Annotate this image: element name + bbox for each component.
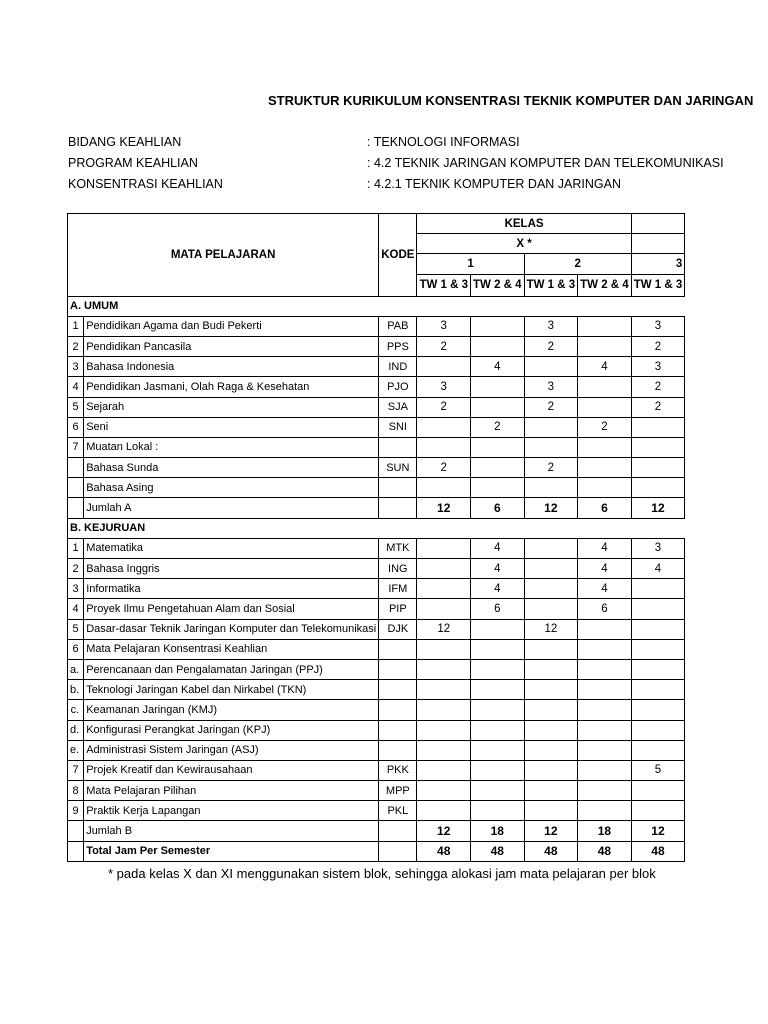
subject-code	[379, 740, 417, 760]
subject-name: Pendidikan Pancasila	[84, 336, 379, 356]
hours-cell	[417, 559, 471, 579]
table-row	[68, 377, 685, 397]
table-row	[68, 357, 685, 377]
subject-code	[379, 437, 417, 457]
meta-label: PROGRAM KEAHLIAN	[68, 156, 198, 170]
row-number: a.	[68, 659, 84, 679]
subject-code	[379, 478, 417, 498]
hours-cell	[631, 437, 685, 457]
hours-cell	[417, 579, 471, 599]
hours-cell: 2	[417, 458, 471, 478]
hours-cell: 2	[631, 336, 685, 356]
hours-cell	[524, 538, 578, 558]
subject-name: Informatika	[84, 579, 379, 599]
sum-cell: 6	[471, 498, 525, 518]
table-row	[68, 619, 685, 639]
hours-cell: 3	[631, 357, 685, 377]
hours-cell	[578, 680, 632, 700]
hours-cell	[471, 760, 525, 780]
subject-code: DJK	[379, 619, 417, 639]
hours-cell	[578, 720, 632, 740]
hours-cell: 2	[631, 397, 685, 417]
subject-code: PKK	[379, 760, 417, 780]
row-number: b.	[68, 680, 84, 700]
row-number: c.	[68, 700, 84, 720]
table-row	[68, 781, 685, 801]
hours-cell: 2	[524, 458, 578, 478]
hours-cell	[417, 801, 471, 821]
subject-code: MPP	[379, 781, 417, 801]
table-row	[68, 639, 685, 659]
table-row	[68, 316, 685, 336]
hours-cell	[578, 336, 632, 356]
hours-cell	[578, 700, 632, 720]
hours-cell	[417, 700, 471, 720]
hours-cell	[471, 700, 525, 720]
hours-cell: 2	[524, 397, 578, 417]
subject-name: Konfigurasi Perangkat Jaringan (KPJ)	[84, 720, 379, 740]
row-number: 5	[68, 397, 84, 417]
curriculum-table	[67, 213, 685, 862]
subject-name: Sejarah	[84, 397, 379, 417]
meta-konsentrasi	[68, 177, 621, 191]
subject-code: PJO	[379, 377, 417, 397]
table-row	[68, 720, 685, 740]
hours-cell	[631, 720, 685, 740]
hours-cell	[578, 478, 632, 498]
hours-cell	[417, 599, 471, 619]
meta-value: : TEKNOLOGI INFORMASI	[367, 135, 520, 149]
hours-cell	[631, 458, 685, 478]
table-row	[68, 801, 685, 821]
row-number: d.	[68, 720, 84, 740]
hours-cell: 3	[417, 377, 471, 397]
hours-cell	[578, 659, 632, 679]
row-number: 5	[68, 619, 84, 639]
hours-cell: 4	[578, 559, 632, 579]
table-row	[68, 700, 685, 720]
table-row	[68, 478, 685, 498]
sum-cell: 12	[524, 498, 578, 518]
header-semester-3: 3	[631, 254, 685, 274]
subject-code: IND	[379, 357, 417, 377]
row-number: 7	[68, 437, 84, 457]
hours-cell	[471, 659, 525, 679]
subject-code: PAB	[379, 316, 417, 336]
header-kode: KODE	[379, 214, 417, 297]
subject-code: ING	[379, 559, 417, 579]
hours-cell: 2	[471, 417, 525, 437]
sum-cell: 12	[417, 821, 471, 841]
row-number: 6	[68, 639, 84, 659]
row-number: 2	[68, 336, 84, 356]
hours-cell	[417, 639, 471, 659]
table-row	[68, 458, 685, 478]
hours-cell: 4	[578, 538, 632, 558]
row-number: 2	[68, 559, 84, 579]
document-title: STRUKTUR KURIKULUM KONSENTRASI TEKNIK KOMPUTER DAN JARINGAN	[268, 93, 754, 108]
row-number: e.	[68, 740, 84, 760]
hours-cell	[578, 377, 632, 397]
row-number: 1	[68, 538, 84, 558]
hours-cell	[524, 417, 578, 437]
hours-cell	[417, 781, 471, 801]
curriculum-table-wrapper	[67, 213, 683, 873]
hours-cell	[471, 720, 525, 740]
row-number: 8	[68, 781, 84, 801]
header-kelas: KELAS	[417, 214, 631, 234]
subject-code	[379, 720, 417, 740]
hours-cell	[417, 760, 471, 780]
sum-cell: 18	[578, 821, 632, 841]
hours-cell	[631, 478, 685, 498]
hours-cell	[578, 740, 632, 760]
hours-cell: 6	[578, 599, 632, 619]
hours-cell	[524, 559, 578, 579]
hours-cell: 4	[471, 559, 525, 579]
hours-cell	[471, 316, 525, 336]
hours-cell	[631, 801, 685, 821]
sum-cell: 48	[631, 841, 685, 861]
row-number: 3	[68, 357, 84, 377]
jumlah-b-row	[68, 821, 685, 841]
table-row	[68, 538, 685, 558]
row-number	[68, 841, 84, 861]
hours-cell	[578, 639, 632, 659]
hours-cell: 3	[524, 316, 578, 336]
hours-cell	[471, 781, 525, 801]
table-row	[68, 397, 685, 417]
row-number	[68, 458, 84, 478]
hours-cell: 4	[578, 579, 632, 599]
subject-code	[379, 659, 417, 679]
subject-name: Keamanan Jaringan (KMJ)	[84, 700, 379, 720]
subject-code: PPS	[379, 336, 417, 356]
header-semester-1: 1	[417, 254, 524, 274]
footnote: * pada kelas X dan XI menggunakan sistem blok, sehingga alokasi jam mata pelajaran per blok	[108, 866, 656, 881]
sum-cell: 12	[631, 821, 685, 841]
hours-cell	[578, 760, 632, 780]
header-tw24: TW 2 & 4	[578, 274, 632, 296]
sum-cell: 48	[417, 841, 471, 861]
meta-label: BIDANG KEAHLIAN	[68, 135, 182, 149]
row-number	[68, 821, 84, 841]
row-number: 1	[68, 316, 84, 336]
subject-code: MTK	[379, 538, 417, 558]
hours-cell	[578, 437, 632, 457]
subject-name: Matematika	[84, 538, 379, 558]
table-row	[68, 336, 685, 356]
subject-code: PKL	[379, 801, 417, 821]
sum-cell: 6	[578, 498, 632, 518]
header-tw13: TW 1 & 3	[631, 274, 685, 296]
hours-cell	[524, 437, 578, 457]
subject-code: IFM	[379, 579, 417, 599]
subject-name: Pendidikan Agama dan Budi Pekerti	[84, 316, 379, 336]
subject-name: Seni	[84, 417, 379, 437]
hours-cell	[471, 437, 525, 457]
subject-code: SJA	[379, 397, 417, 417]
hours-cell	[524, 720, 578, 740]
hours-cell	[524, 357, 578, 377]
hours-cell	[417, 417, 471, 437]
hours-cell: 12	[524, 619, 578, 639]
sum-label: Total Jam Per Semester	[84, 841, 379, 861]
subject-code	[379, 841, 417, 861]
subject-name: Mata Pelajaran Pilihan	[84, 781, 379, 801]
subject-name: Bahasa Inggris	[84, 559, 379, 579]
hours-cell	[417, 437, 471, 457]
subject-name: Bahasa Asing	[84, 478, 379, 498]
meta-bidang	[68, 135, 520, 149]
hours-cell: 4	[471, 538, 525, 558]
hours-cell	[417, 659, 471, 679]
row-number: 7	[68, 760, 84, 780]
hours-cell: 2	[631, 377, 685, 397]
hours-cell	[578, 801, 632, 821]
hours-cell	[471, 740, 525, 760]
hours-cell: 3	[631, 538, 685, 558]
sum-label: Jumlah A	[84, 498, 379, 518]
sum-cell: 18	[471, 821, 525, 841]
row-number: 4	[68, 599, 84, 619]
sum-cell: 12	[524, 821, 578, 841]
header-kelas-x: X *	[417, 234, 631, 254]
sum-cell: 48	[471, 841, 525, 861]
hours-cell	[471, 680, 525, 700]
hours-cell: 4	[578, 357, 632, 377]
subject-code	[379, 700, 417, 720]
hours-cell	[631, 639, 685, 659]
hours-cell	[578, 397, 632, 417]
header-kelas-cont	[631, 214, 685, 234]
sum-cell: 12	[417, 498, 471, 518]
hours-cell	[471, 801, 525, 821]
hours-cell	[524, 760, 578, 780]
row-number	[68, 498, 84, 518]
hours-cell	[578, 781, 632, 801]
hours-cell	[471, 478, 525, 498]
table-row	[68, 659, 685, 679]
sum-cell: 12	[631, 498, 685, 518]
hours-cell: 12	[417, 619, 471, 639]
row-number	[68, 478, 84, 498]
meta-label: KONSENTRASI KEAHLIAN	[68, 177, 223, 191]
header-mata-pelajaran: MATA PELAJARAN	[68, 214, 379, 297]
subject-name: Praktik Kerja Lapangan	[84, 801, 379, 821]
jumlah-a-row	[68, 498, 685, 518]
table-row	[68, 579, 685, 599]
total-row	[68, 841, 685, 861]
subject-code: SUN	[379, 458, 417, 478]
hours-cell	[578, 316, 632, 336]
hours-cell	[631, 619, 685, 639]
hours-cell: 4	[471, 357, 525, 377]
hours-cell: 3	[417, 316, 471, 336]
subject-name: Perencanaan dan Pengalamatan Jaringan (PPJ)	[84, 659, 379, 679]
hours-cell	[524, 700, 578, 720]
hours-cell: 4	[471, 579, 525, 599]
hours-cell	[471, 619, 525, 639]
subject-code	[379, 639, 417, 659]
table-row	[68, 680, 685, 700]
hours-cell	[524, 781, 578, 801]
hours-cell	[578, 619, 632, 639]
hours-cell	[631, 781, 685, 801]
hours-cell	[524, 680, 578, 700]
subject-code: SNI	[379, 417, 417, 437]
section-row	[68, 296, 685, 316]
subject-name: Bahasa Sunda	[84, 458, 379, 478]
meta-value: : 4.2 TEKNIK JARINGAN KOMPUTER DAN TELEKOMUNIKASI	[367, 156, 724, 170]
section-row	[68, 518, 685, 538]
row-number: 6	[68, 417, 84, 437]
row-number: 3	[68, 579, 84, 599]
hours-cell	[524, 639, 578, 659]
subject-code: PIP	[379, 599, 417, 619]
hours-cell: 2	[417, 397, 471, 417]
hours-cell	[631, 417, 685, 437]
hours-cell	[524, 579, 578, 599]
hours-cell: 3	[524, 377, 578, 397]
header-tw13: TW 1 & 3	[417, 274, 471, 296]
subject-name: Mata Pelajaran Konsentrasi Keahlian	[84, 639, 379, 659]
hours-cell	[417, 680, 471, 700]
hours-cell	[524, 801, 578, 821]
subject-name: Pendidikan Jasmani, Olah Raga & Kesehatan	[84, 377, 379, 397]
hours-cell	[524, 659, 578, 679]
hours-cell	[417, 538, 471, 558]
subject-name: Bahasa Indonesia	[84, 357, 379, 377]
hours-cell: 2	[578, 417, 632, 437]
sum-label: Jumlah B	[84, 821, 379, 841]
header-kelas-xi	[631, 234, 685, 254]
section-b-heading: B. KEJURUAN	[68, 518, 685, 538]
header-semester-2: 2	[524, 254, 631, 274]
meta-value: : 4.2.1 TEKNIK KOMPUTER DAN JARINGAN	[367, 177, 621, 191]
subject-code	[379, 498, 417, 518]
row-number: 9	[68, 801, 84, 821]
hours-cell	[631, 599, 685, 619]
subject-code	[379, 680, 417, 700]
hours-cell	[417, 720, 471, 740]
hours-cell: 4	[631, 559, 685, 579]
hours-cell: 5	[631, 760, 685, 780]
table-row	[68, 559, 685, 579]
table-row	[68, 740, 685, 760]
table-row	[68, 760, 685, 780]
sum-cell: 48	[524, 841, 578, 861]
hours-cell: 6	[471, 599, 525, 619]
subject-name: Teknologi Jaringan Kabel dan Nirkabel (TKN)	[84, 680, 379, 700]
hours-cell: 2	[524, 336, 578, 356]
hours-cell	[417, 357, 471, 377]
sum-cell: 48	[578, 841, 632, 861]
hours-cell	[524, 740, 578, 760]
subject-code	[379, 821, 417, 841]
hours-cell	[578, 458, 632, 478]
header-tw24: TW 2 & 4	[471, 274, 525, 296]
hours-cell	[471, 639, 525, 659]
hours-cell	[631, 680, 685, 700]
meta-program	[68, 156, 724, 170]
hours-cell	[524, 599, 578, 619]
hours-cell: 3	[631, 316, 685, 336]
section-a-heading: A. UMUM	[68, 296, 685, 316]
hours-cell	[631, 579, 685, 599]
hours-cell	[631, 740, 685, 760]
hours-cell	[631, 659, 685, 679]
hours-cell	[417, 478, 471, 498]
table-row	[68, 417, 685, 437]
hours-cell	[524, 478, 578, 498]
subject-name: Projek Kreatif dan Kewirausahaan	[84, 760, 379, 780]
subject-name: Proyek Ilmu Pengetahuan Alam dan Sosial	[84, 599, 379, 619]
header-tw13: TW 1 & 3	[524, 274, 578, 296]
hours-cell	[471, 458, 525, 478]
hours-cell	[471, 377, 525, 397]
hours-cell	[417, 740, 471, 760]
hours-cell	[471, 336, 525, 356]
table-row	[68, 599, 685, 619]
subject-name: Muatan Lokal :	[84, 437, 379, 457]
row-number: 4	[68, 377, 84, 397]
hours-cell	[471, 397, 525, 417]
hours-cell	[631, 700, 685, 720]
hours-cell: 2	[417, 336, 471, 356]
subject-name: Dasar-dasar Teknik Jaringan Komputer dan Telekomunikasi	[84, 619, 379, 639]
subject-name: Administrasi Sistem Jaringan (ASJ)	[84, 740, 379, 760]
table-row	[68, 437, 685, 457]
